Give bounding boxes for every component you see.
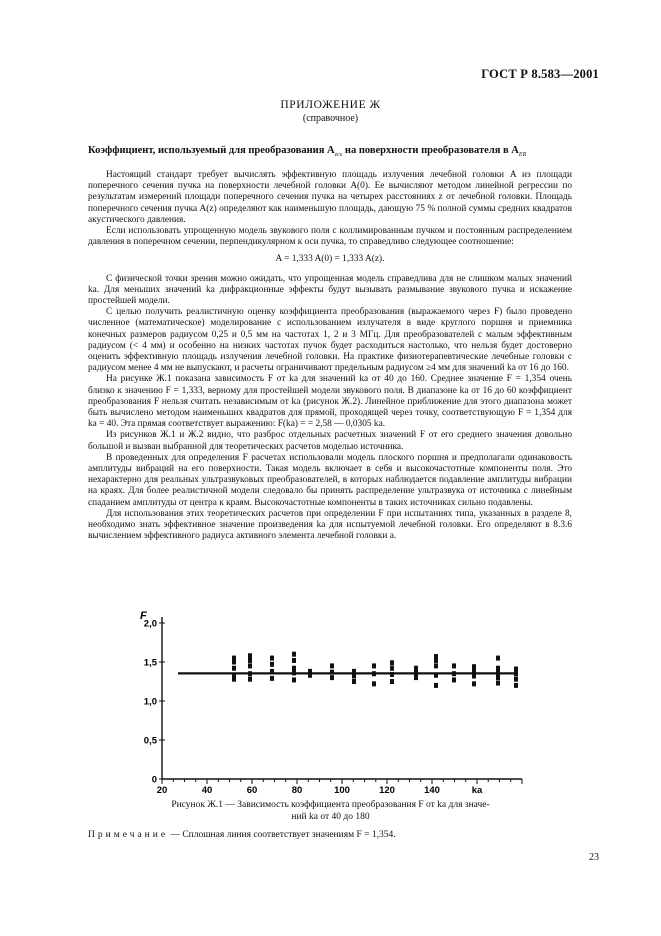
- appendix-title: ПРИЛОЖЕНИЕ Ж: [280, 99, 381, 111]
- y-axis-label: F: [140, 610, 147, 622]
- data-point: [352, 669, 356, 674]
- data-point: [372, 681, 376, 686]
- page-number: 23: [589, 852, 599, 863]
- x-tick-label: 120: [379, 785, 395, 796]
- data-point: [352, 674, 356, 679]
- paragraph-5: На рисунке Ж.1 показана зависимость F от ka для значений ka от 40 до 160. Среднее значение F = 1,354 очень близко к значению F = 1,333, верному для простейшей модели звукового поля. В диапазоне ka от 16 до 60 коэффициент преобразования F нельзя считать независимым от ka (рисунок Ж.2). Линейное приближение для этого диапазона может быть вычислено методом наименьших квадратов для прямой, проходящей через точку, соответствующую F = 1,354 для ka = 40. Эта прямая соответствует выражению: F(ka) = = 2,58 — 0,0305 ka.: [88, 374, 572, 430]
- data-point: [292, 677, 296, 682]
- paragraph-1: Настоящий стандарт требует вычислять эффективную площадь излучения лечебной головки A из площади поперечного сечения пучка на поверхности лечебной головки A(0). Ее вычисляют методом линейной регрессии по результатам измерений площади поперечного сечения пучка на четырех расстояниях z от лечебной головки. Площадь поперечного сечения пучка A(z) определяют как наименьшую площадь, дающую 75 % полной суммы средних квадратов акустического давления.: [88, 170, 572, 225]
- data-point: [434, 654, 438, 659]
- x-tick-label: 60: [246, 785, 258, 796]
- x-tick-label: 40: [201, 785, 213, 796]
- data-point: [270, 656, 274, 661]
- data-point: [514, 667, 518, 672]
- data-point: [390, 666, 394, 671]
- paragraph-7: В проведенных для определения F расчетах использовали модель плоского поршня и предполагали одинаковость амплитуды вибраций на его поверхности. Такая модель включает в себя и высокочастотные компоненты поля. Это нехарактерно для реальных ультразвуковых преобразователей, в которых наблюдается подавление амплитуды вибрации на краях. Для более реалистичной модели следовало бы принять распределение ультразвука от источника с линейным спаданием амплитуды от центра к краям. Высокочастотные компоненты в таких источниках сильно подавлены.: [88, 452, 572, 508]
- data-point: [248, 663, 252, 668]
- data-point: [414, 666, 418, 671]
- y-tick-label: 0,5: [143, 735, 157, 747]
- section-title: Коэффициент, используемый для преобразования $A_{ecs}$ на поверхности преобразователя в $A_{ER}$: [88, 145, 527, 159]
- data-point: [496, 675, 500, 680]
- data-point: [330, 663, 334, 668]
- y-tick-label: 2,0: [143, 618, 157, 630]
- data-point: [434, 663, 438, 668]
- data-point: [496, 670, 500, 675]
- data-point: [496, 681, 500, 686]
- scatter-chart: [130, 601, 530, 801]
- paragraph-8: Для использования этих теоретических расчетов при определении F при испытаниях типа, указанных в разделе 8, необходимо знать эффективное значение произведения ka для испытуемой лечебной головки. Его определяют в 8.3.6 вычислением эффективного радиуса активного элемента лечебной головки a.: [88, 508, 572, 542]
- paragraph-2: Если использовать упрощенную модель звукового поля с коллимированным пучком и постоянным распределением давления в поперечном сечении, перпендикулярном к оси пучка, то справедливо следующее соотношение:: [88, 226, 572, 248]
- note-label: Примечание: [88, 830, 169, 840]
- data-point: [472, 664, 476, 669]
- data-point: [390, 679, 394, 684]
- body-text: [88, 170, 572, 543]
- data-point: [514, 671, 518, 676]
- data-point: [292, 666, 296, 671]
- data-point: [270, 676, 274, 681]
- data-point: [434, 683, 438, 688]
- data-point: [434, 673, 438, 678]
- x-tick-label: 140: [424, 785, 440, 796]
- data-point: [472, 669, 476, 674]
- paragraph-3: С физической точки зрения можно ожидать, что упрощенная модель справедлива для не слишком малых значений ka. Для меньших значений ka дифракционные эффекты будут вызывать размывание звукового пучка и искажение простейшей модели.: [88, 273, 572, 307]
- y-tick-label: 1,5: [143, 657, 157, 669]
- data-point: [414, 675, 418, 680]
- formula: A = 1,333 A(0) = 1,333 A(z).: [275, 254, 385, 265]
- data-point: [232, 666, 236, 671]
- data-point: [248, 671, 252, 676]
- paragraph-4: С целью получить реалистичную оценку коэффициента преобразования (выражаемого через F) было проведено численное (математическое) моделирование с использованием излучателя в виде круглого поршня и приемника конечных размеров радиусом 0,25 и 0,5 мм на частотах 1, 2 и 3 МГц. Для преобразователей с малым эффективным радиусом (< 4 мм) и особенно на низких частотах пучок будет расходиться настолько, что нельзя будет достоверно оценить эффективную площадь излучения лечебной головки. На практике физиотерапевтические лечебные головки с радиусом менее 4 мм не выпускают, и расчеты ограничивают предельным радиусом ≥4 мм для значений ka от 16 до 160.: [88, 307, 572, 374]
- note-text: — Сплошная линия соответствует значениям F = 1,354.: [168, 830, 396, 840]
- data-point: [390, 672, 394, 677]
- figure-note: [88, 830, 396, 840]
- data-point: [514, 677, 518, 682]
- data-point: [496, 656, 500, 661]
- data-point: [452, 677, 456, 682]
- data-point: [270, 669, 274, 674]
- data-point: [232, 656, 236, 661]
- data-point: [472, 681, 476, 686]
- x-tick-label: ka: [471, 785, 483, 796]
- data-point: [352, 679, 356, 684]
- data-point: [372, 671, 376, 676]
- data-point: [232, 673, 236, 678]
- data-point: [414, 670, 418, 675]
- data-point: [248, 658, 252, 663]
- data-point: [308, 669, 312, 674]
- data-point: [472, 674, 476, 679]
- data-point: [270, 662, 274, 667]
- standard-number: ГОСТ Р 8.583—2001: [481, 67, 599, 81]
- data-point: [496, 666, 500, 671]
- data-point: [452, 671, 456, 676]
- y-tick-label: 0: [151, 774, 157, 786]
- data-point: [372, 663, 376, 668]
- y-tick-label: 1,0: [143, 696, 157, 708]
- paragraph-6: Из рисунков Ж.1 и Ж.2 видно, что разброс отдельных расчетных значений F от его среднего значения довольно большой и вызван выбранной для теоретических расчетов моделью источника.: [88, 430, 572, 452]
- x-tick-label: 100: [334, 785, 350, 796]
- figure-caption: Рисунок Ж.1 — Зависимость коэффициента преобразования F от ka для значе- ний ka от 40 до 180: [171, 800, 490, 822]
- data-point: [330, 670, 334, 675]
- x-tick-label: 80: [291, 785, 303, 796]
- appendix-subtitle: (справочное): [302, 113, 359, 124]
- data-point: [292, 652, 296, 657]
- x-tick-label: 20: [156, 785, 168, 796]
- data-point: [248, 677, 252, 682]
- data-point: [292, 670, 296, 675]
- data-point: [514, 683, 518, 688]
- data-point: [330, 675, 334, 680]
- data-point: [390, 660, 394, 665]
- data-point: [452, 663, 456, 668]
- data-point: [248, 653, 252, 658]
- data-point: [292, 658, 296, 663]
